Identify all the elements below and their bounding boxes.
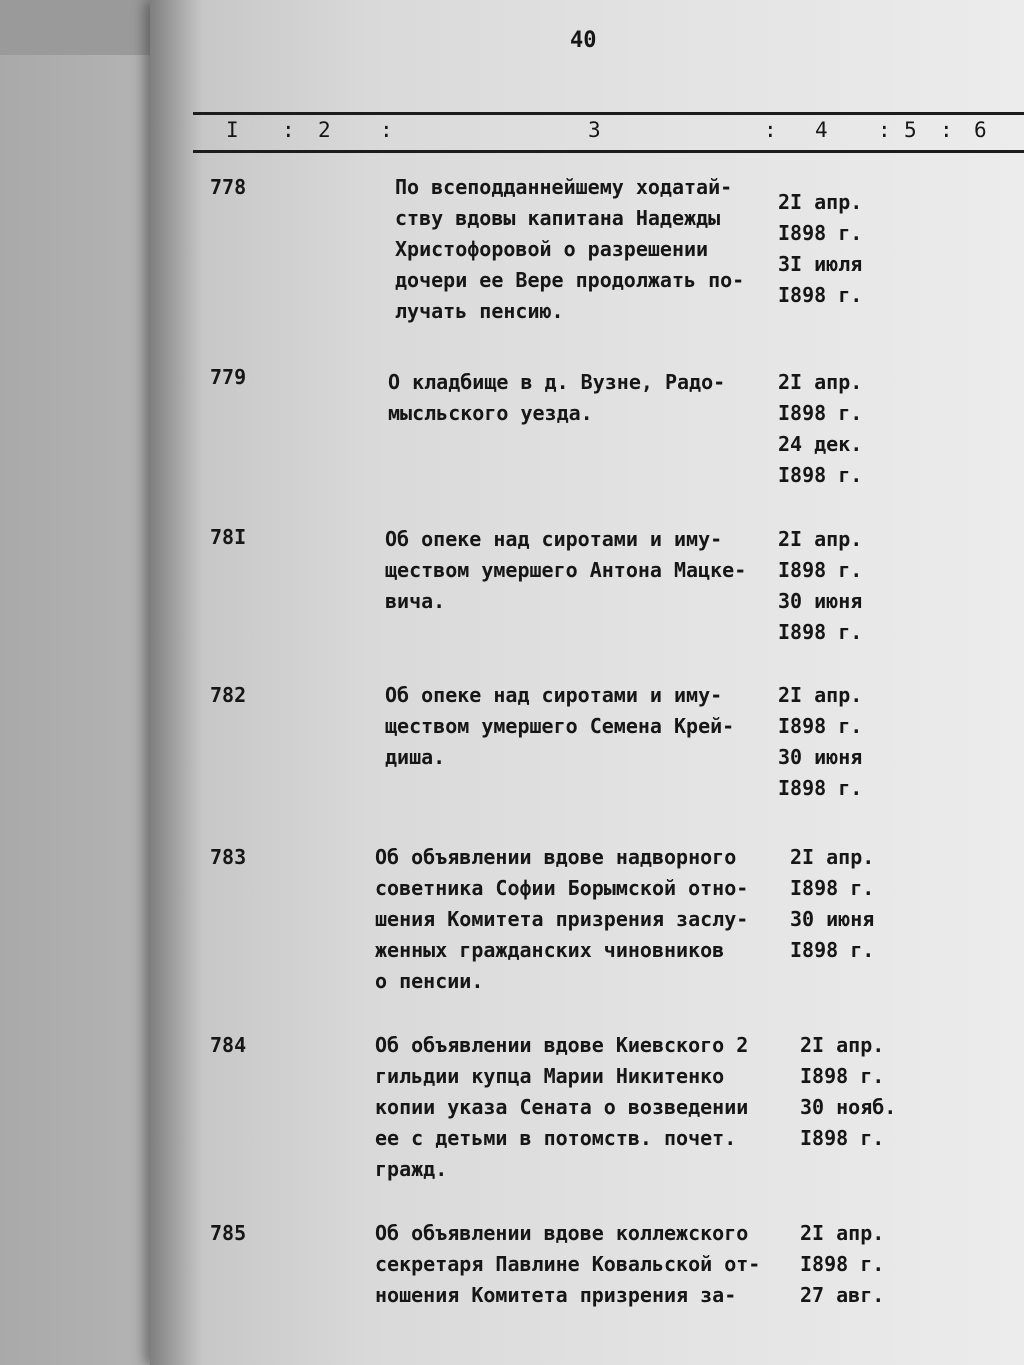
column-separator: :	[380, 118, 393, 142]
entry-description: Об опеке над сиротами и иму- ществом умершего Семена Крей- диша.	[385, 683, 735, 769]
entry-dates: 2I апр. I898 г. 3I июля I898 г.	[778, 190, 863, 307]
entry-dates: 2I апр. I898 г. 30 июня I898 г.	[778, 527, 863, 644]
entry-number: 785	[210, 1221, 247, 1245]
column-header-5: 5	[904, 118, 917, 142]
entry-number: 778	[210, 175, 247, 199]
header-rule-bottom	[193, 150, 1024, 153]
entry-description: Об объявлении вдове надворного советника Софии Борымской отно- шения Комитета призрения заслу- женных гражданских чиновников о пенсии.	[375, 845, 749, 993]
entry-dates: 2I апр. I898 г. 27 авг.	[800, 1221, 885, 1307]
entry-dates: 2I апр. I898 г. 30 июня I898 г.	[778, 683, 863, 800]
column-header-6: 6	[974, 118, 987, 142]
entry-description: Об опеке над сиротами и иму- ществом умершего Антона Мацке- вича.	[385, 527, 747, 613]
entry-number: 782	[210, 683, 247, 707]
entry-dates: 2I апр. I898 г. 24 дек. I898 г.	[778, 370, 863, 487]
column-header-4: 4	[815, 118, 828, 142]
column-header-1: I	[226, 118, 239, 142]
column-separator: :	[940, 118, 953, 142]
entry-dates: 2I апр. I898 г. 30 нояб. I898 г.	[800, 1033, 897, 1150]
entry-number: 779	[210, 365, 247, 389]
column-header-2: 2	[318, 118, 331, 142]
entry-description: Об объявлении вдове коллежского секретаря Павлине Ковальской от- ношения Комитета призрения за-	[375, 1221, 761, 1307]
column-header-3: 3	[588, 118, 601, 142]
column-separator: :	[282, 118, 295, 142]
entry-number: 783	[210, 845, 247, 869]
page-number: 40	[570, 28, 597, 53]
entry-description: О кладбище в д. Вузне, Радо- мысльского уезда.	[388, 370, 726, 425]
header-rule-top	[193, 112, 1024, 115]
entry-number: 78I	[210, 525, 247, 549]
column-separator: :	[878, 118, 891, 142]
entry-description: Об объявлении вдове Киевского 2 гильдии купца Марии Никитенко копии указа Сената о возведении ее с детьми в потомств. почет. гражд.	[375, 1033, 749, 1181]
column-separator: :	[764, 118, 777, 142]
entry-description: По всеподданнейшему ходатай- ству вдовы капитана Надежды Христофоровой о разрешении дочери ее Вере продолжать по- лучать пенсию.	[395, 175, 745, 323]
entry-dates: 2I апр. I898 г. 30 июня I898 г.	[790, 845, 875, 962]
entry-number: 784	[210, 1033, 247, 1057]
